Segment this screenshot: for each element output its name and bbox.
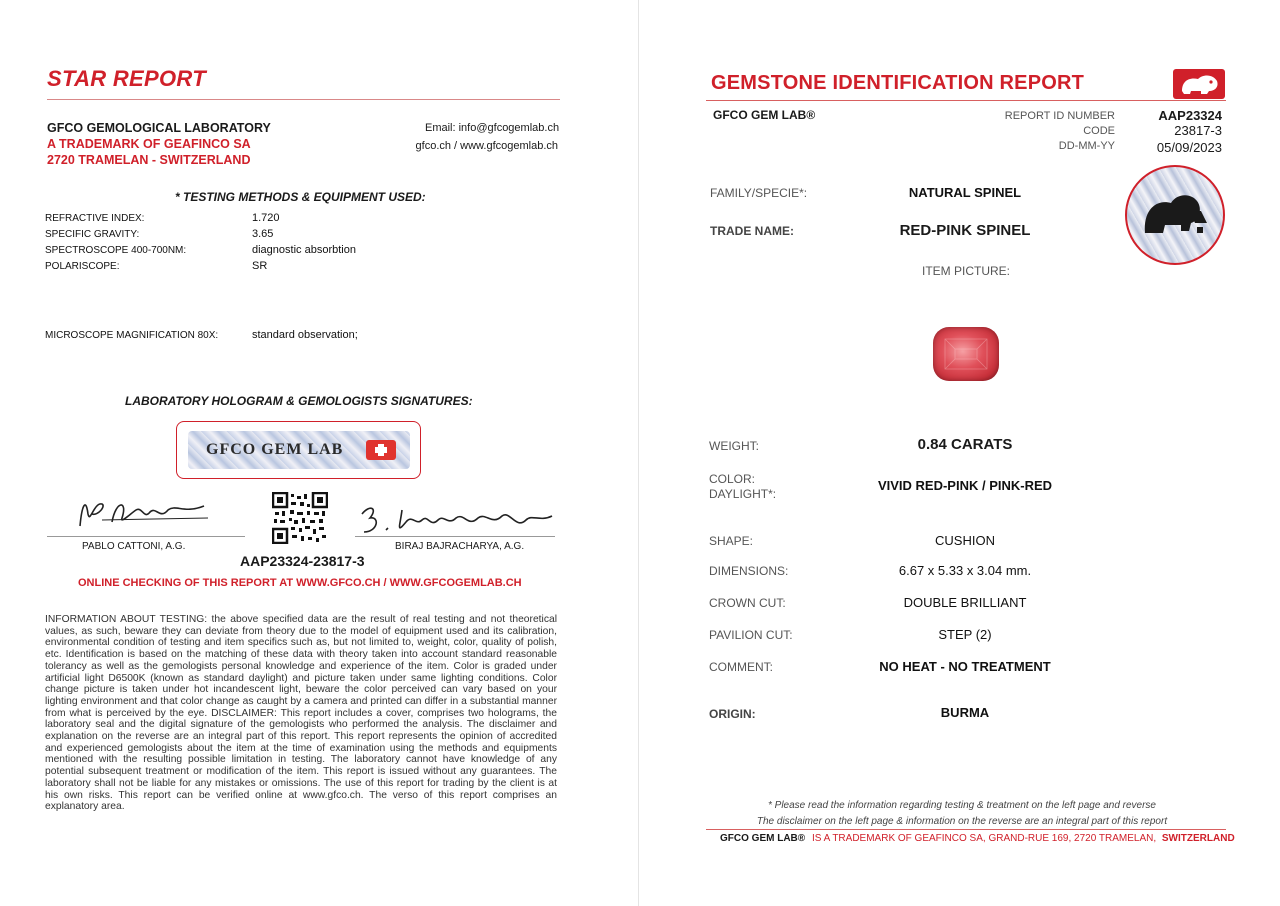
pavilion-cut-value: STEP (2) xyxy=(938,627,992,642)
comment-value: NO HEAT - NO TREATMENT xyxy=(879,659,1051,674)
dimensions-value: 6.67 x 5.33 x 3.04 mm. xyxy=(898,563,1032,578)
report-id-label: REPORT ID NUMBER xyxy=(1004,110,1115,122)
signature-line xyxy=(355,536,555,537)
flag-icon xyxy=(366,440,396,460)
item-picture-label: ITEM PICTURE: xyxy=(922,264,1011,278)
gemstone-report-title: GEMSTONE IDENTIFICATION REPORT xyxy=(711,72,1085,94)
title-underline xyxy=(706,100,1226,101)
crown-cut-value: DOUBLE BRILLIANT xyxy=(903,595,1027,610)
weight-label: WEIGHT: xyxy=(709,439,759,453)
date-label: DD-MM-YY xyxy=(1058,140,1115,152)
seal-icon xyxy=(1125,165,1225,265)
gemstone-image xyxy=(933,327,999,381)
lab-short-name: GFCO GEM LAB® xyxy=(713,108,816,122)
lab-trademark: A TRADEMARK OF GEAFINCO SA xyxy=(47,137,251,151)
family-label: FAMILY/SPECIE*: xyxy=(710,186,808,200)
signature-line xyxy=(47,536,245,537)
report-id-value: AAP23324 xyxy=(1158,108,1222,123)
trade-label: TRADE NAME: xyxy=(710,224,794,238)
dimensions-label: DIMENSIONS: xyxy=(709,564,789,578)
method-label: REFRACTIVE INDEX: xyxy=(45,213,145,224)
lab-email: Email: info@gfcogemlab.ch xyxy=(425,122,560,134)
qr-code-icon xyxy=(272,492,328,544)
date-value: 05/09/2023 xyxy=(1156,140,1222,155)
lab-name: GFCO GEMOLOGICAL LABORATORY xyxy=(47,121,271,135)
info-paragraph: INFORMATION ABOUT TESTING: the above specified data are the result of real testing and not theoretical values, as such, beware they can deviate from theory due to the model of equipment used and its calibration, environmental condition of testing and item specifics such as, but not limited to, weight, color, quality of polish, etc. Identification is based on the matching of these data with theory taken into account standard reasonable tolerancy as well as the gemologists personal knowledge and experience of the item. Color is graded under artificial light D6500K (known as standard daylight) and picture taken under same lighting conditions. Color change picture is taken under hot incandescent light, beware the color perceived can vary based on your lighting environment and that color change as caught by a camera and printed can differ in a substantial manner from what is perceived by the eye. DISCLAIMER: This report includes a cover, comprises two holograms, the laboratory seal and the digital signature of the gemologists who performed the analysis. The disclaimer and explanation on the reverse are an integral part of this report. This report represents the opinion of accredited and experienced gemologists about the item at the time of examination using the methods and equipments mentioned with the resulting possible limitation in testing. The laboratory cannot have knowledge of any potential subsequent treatment or modification of the item. This report is issued without any guarantees. The laboratory shall not be liable for any mistakes or omissions. The use of this report for trading by the client is at his own risks. This report can be verified online at www.gfco.ch. The verso of this report comprises an explanatory area. xyxy=(45,614,557,813)
title-underline xyxy=(47,99,560,100)
code-value: 23817-3 xyxy=(1174,123,1222,138)
bear-logo-icon xyxy=(1173,69,1225,99)
origin-value: BURMA xyxy=(940,705,990,720)
hologram-text: GFCO GEM LAB xyxy=(206,441,344,458)
method-value: SR xyxy=(252,260,268,272)
daylight-label: DAYLIGHT*: xyxy=(709,487,777,501)
footer-line xyxy=(720,833,1235,844)
family-value: NATURAL SPINEL xyxy=(908,185,1022,200)
method-label: SPECIFIC GRAVITY: xyxy=(45,229,140,240)
method-label: POLARISCOPE: xyxy=(45,261,120,272)
footer-rule xyxy=(706,829,1226,830)
signatory-2: BIRAJ BAJRACHARYA, A.G. xyxy=(395,541,525,552)
lab-address: 2720 TRAMELAN - SWITZERLAND xyxy=(47,153,251,167)
star-report-title: STAR REPORT xyxy=(47,66,206,91)
footnote-2: The disclaimer on the left page & information on the reverse are an integral part of this report xyxy=(756,816,1168,827)
method-value: diagnostic absorbtion xyxy=(252,244,356,256)
trade-value: RED-PINK SPINEL xyxy=(899,222,1031,239)
footer-country: SWITZERLAND xyxy=(1161,833,1235,844)
cross-icon xyxy=(366,440,396,460)
hologram-heading: LABORATORY HOLOGRAM & GEMOLOGISTS SIGNATURES: xyxy=(125,394,473,408)
method-value: 3.65 xyxy=(252,228,274,240)
method-value: 1.720 xyxy=(252,212,280,224)
code-label: CODE xyxy=(1083,125,1115,137)
microscope-label: MICROSCOPE MAGNIFICATION 80X: xyxy=(45,330,219,341)
signatory-1: PABLO CATTONI, A.G. xyxy=(82,541,186,552)
gfco-logo-icon xyxy=(1173,69,1225,99)
crown-cut-label: CROWN CUT: xyxy=(709,596,786,610)
online-check-link[interactable]: ONLINE CHECKING OF THIS REPORT AT WWW.GFCO.CH / WWW.GFCOGEMLAB.CH xyxy=(78,577,522,589)
shape-value: CUSHION xyxy=(935,533,995,548)
origin-label: ORIGIN: xyxy=(709,707,756,721)
methods-heading: * TESTING METHODS & EQUIPMENT USED: xyxy=(175,190,426,204)
microscope-value: standard observation; xyxy=(252,329,358,341)
lab-website: gfco.ch / www.gfcogemlab.ch xyxy=(415,140,558,152)
color-label: COLOR: xyxy=(709,472,756,486)
signature-icon xyxy=(356,500,556,544)
weight-value: 0.84 CARATS xyxy=(917,436,1013,453)
pavilion-cut-label: PAVILION CUT: xyxy=(709,628,793,642)
page-divider xyxy=(638,0,639,906)
report-code: AAP23324-23817-3 xyxy=(240,553,365,569)
footer-brand: GFCO GEM LAB® xyxy=(720,833,806,844)
footnote-1: * Please read the information regarding testing & treatment on the left page and reverse xyxy=(767,800,1156,811)
comment-label: COMMENT: xyxy=(709,660,773,674)
hologram-icon xyxy=(188,431,410,469)
shape-label: SHAPE: xyxy=(709,534,754,548)
color-value: VIVID RED-PINK / PINK-RED xyxy=(877,478,1053,493)
signature-icon xyxy=(72,494,212,536)
footer-text: IS A TRADEMARK OF GEAFINCO SA, GRAND-RUE 169, 2720 TRAMELAN, xyxy=(811,833,1157,844)
seal-bear-icon xyxy=(1127,167,1223,263)
gem-facets-icon xyxy=(933,327,999,381)
method-label: SPECTROSCOPE 400-700NM: xyxy=(45,245,187,256)
